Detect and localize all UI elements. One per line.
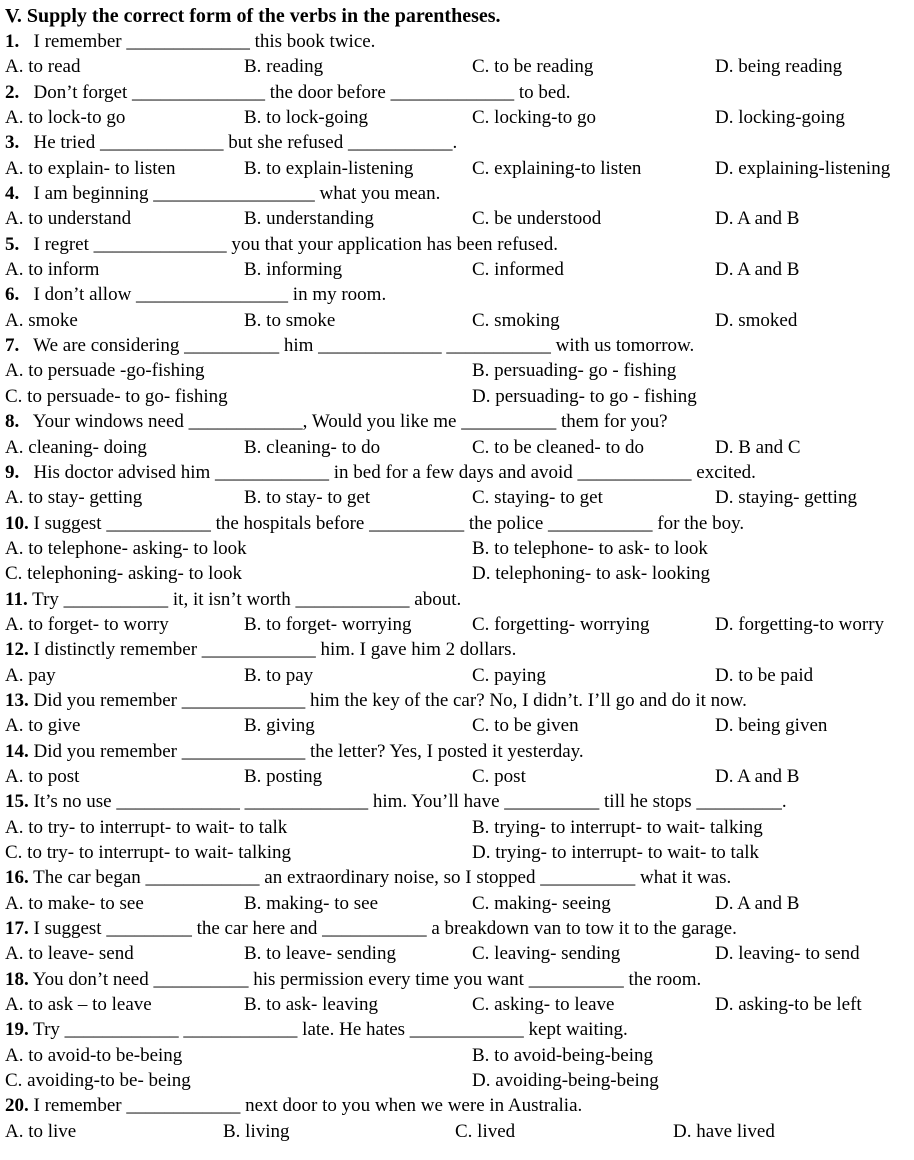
question-number: 15. <box>5 791 29 813</box>
question-number: 1. <box>5 31 20 52</box>
answer-option[interactable]: D. asking-to be left <box>715 994 862 1016</box>
question-list <box>5 29 914 1144</box>
question-number: 20. <box>5 1095 29 1117</box>
answer-option[interactable]: C. to be given <box>472 715 579 737</box>
question-number: 18. <box>5 968 29 990</box>
question-text: It’s no use _____________ _____________ him. You’ll have __________ till he stops _________. <box>33 791 787 813</box>
question-text: I don’t allow ________________ in my room. <box>33 284 387 306</box>
answer-option[interactable]: C. to be cleaned- to do <box>472 436 645 458</box>
answer-option[interactable]: C. leaving- sending <box>472 943 621 965</box>
question-stem <box>5 511 914 536</box>
question-stem <box>5 1093 914 1118</box>
question-number: 6. <box>5 284 20 306</box>
options-row <box>5 891 914 916</box>
options-row <box>5 308 914 333</box>
answer-option[interactable]: A. to ask – to leave <box>5 994 152 1016</box>
answer-option[interactable]: A. to stay- getting <box>5 487 143 509</box>
question-number: 5. <box>5 233 20 255</box>
answer-option[interactable]: D. telephoning- to ask- looking <box>472 563 710 585</box>
question-stem <box>5 409 914 434</box>
options-row <box>5 561 914 586</box>
options-row <box>5 815 914 840</box>
answer-option[interactable]: D. A and B <box>715 259 800 281</box>
answer-option[interactable]: B. to stay- to get <box>244 487 371 509</box>
options-row <box>5 612 914 637</box>
answer-option[interactable]: D. locking-going <box>715 107 845 129</box>
options-row <box>5 358 914 383</box>
options-row <box>5 54 914 79</box>
options-row <box>5 384 914 409</box>
answer-option[interactable]: B. cleaning- to do <box>244 436 381 458</box>
question-spacer <box>19 335 33 356</box>
answer-option[interactable]: B. to explain-listening <box>244 157 414 179</box>
answer-option[interactable]: B. to smoke <box>244 309 336 331</box>
question-number: 11. <box>5 588 28 610</box>
question-spacer <box>19 183 33 204</box>
answer-option[interactable]: A. to avoid-to be-being <box>5 1044 183 1066</box>
question-stem <box>5 789 914 814</box>
answer-option[interactable]: C. telephoning- asking- to look <box>5 563 242 585</box>
answer-option[interactable]: A. smoke <box>5 309 78 331</box>
options-row <box>5 941 914 966</box>
question-spacer <box>19 462 33 483</box>
answer-option[interactable]: A. to leave- send <box>5 943 134 965</box>
question-stem <box>5 916 914 941</box>
answer-option[interactable]: B. trying- to interrupt- to wait- talking <box>472 816 763 838</box>
answer-option[interactable]: A. to understand <box>5 208 132 230</box>
question-stem <box>5 967 914 992</box>
answer-option[interactable]: B. to telephone- to ask- to look <box>472 537 708 559</box>
options-row <box>5 435 914 460</box>
options-row <box>5 105 914 130</box>
question-text: Don’t forget ______________ the door before _____________ to bed. <box>33 81 571 103</box>
answer-option[interactable]: C. to try- to interrupt- to wait- talking <box>5 842 292 863</box>
question-number: 14. <box>5 740 29 762</box>
question-stem <box>5 130 914 155</box>
question-text: Your windows need ____________, Would you like me __________ them for you? <box>32 411 668 433</box>
answer-option[interactable]: A. to live <box>5 1120 77 1142</box>
answer-option[interactable]: D. to be paid <box>715 664 814 686</box>
question-spacer <box>19 132 33 153</box>
options-row <box>5 1119 914 1144</box>
answer-option[interactable]: D. explaining-listening <box>715 157 891 179</box>
question-number: 10. <box>5 512 29 534</box>
question-stem <box>5 865 914 890</box>
answer-option[interactable]: A. to explain- to listen <box>5 157 176 179</box>
answer-option[interactable]: D. being reading <box>715 56 843 78</box>
question-stem <box>5 282 914 307</box>
answer-option[interactable]: A. to make- to see <box>5 892 144 914</box>
answer-option[interactable]: B. reading <box>244 56 324 78</box>
answer-option[interactable]: C. paying <box>472 664 546 686</box>
question-text: His doctor advised him ____________ in bed for a few days and avoid ____________ excited. <box>33 461 756 483</box>
question-text: Did you remember _____________ the letter? Yes, I posted it yesterday. <box>33 740 584 762</box>
question-spacer <box>19 82 33 103</box>
answer-option[interactable]: C. to be reading <box>472 56 594 78</box>
answer-option[interactable]: C. avoiding-to be- being <box>5 1070 191 1092</box>
question-stem <box>5 232 914 257</box>
answer-option[interactable]: A. to inform <box>5 259 100 281</box>
options-row <box>5 992 914 1017</box>
answer-option[interactable]: A. to try- to interrupt- to wait- to talk <box>5 816 288 838</box>
answer-option[interactable]: A. to read <box>5 56 81 78</box>
answer-option[interactable]: A. to telephone- asking- to look <box>5 537 247 559</box>
question-stem <box>5 80 914 105</box>
answer-option[interactable]: D. B and C <box>715 436 801 458</box>
answer-option[interactable]: A. pay <box>5 664 56 686</box>
question-number: 7. <box>5 335 20 357</box>
answer-option[interactable]: B. making- to see <box>244 892 379 914</box>
question-stem <box>5 1017 914 1042</box>
answer-option[interactable]: B. posting <box>244 765 323 787</box>
options-row <box>5 257 914 282</box>
question-text: Try ___________ it, it isn’t worth ____________ about. <box>32 588 462 610</box>
question-spacer <box>19 411 33 432</box>
question-text: I remember _____________ this book twice. <box>33 31 376 52</box>
question-text: The car began ____________ an extraordinary noise, so I stopped __________ what it was. <box>33 867 732 889</box>
question-text: Did you remember _____________ him the key of the car? No, I didn’t. I’ll go and do it now. <box>33 689 747 711</box>
question-stem <box>5 460 914 485</box>
question-text: I suggest _________ the car here and ___________ a breakdown van to tow it to the garage. <box>33 918 737 940</box>
answer-option[interactable]: A. to post <box>5 765 80 787</box>
question-text: You don’t need __________ his permission every time you want __________ the room. <box>32 968 702 990</box>
answer-option[interactable]: C. locking-to go <box>472 107 597 129</box>
answer-option[interactable]: D. being given <box>715 715 828 737</box>
question-number: 9. <box>5 461 20 483</box>
options-row <box>5 713 914 738</box>
answer-option[interactable]: B. to ask- leaving <box>244 994 379 1016</box>
question-text: I am beginning _________________ what you mean. <box>33 183 441 205</box>
answer-option[interactable]: A. to lock-to go <box>5 107 126 129</box>
answer-option[interactable]: C. post <box>472 765 526 787</box>
answer-option[interactable]: D. persuading- to go - fishing <box>472 385 697 407</box>
answer-option[interactable]: A. to give <box>5 715 81 737</box>
answer-option[interactable]: D. trying- to interrupt- to wait- to talk <box>472 842 760 863</box>
answer-option[interactable]: D. A and B <box>715 892 800 914</box>
answer-option[interactable]: D. have lived <box>673 1120 775 1142</box>
question-spacer <box>19 234 33 255</box>
options-row <box>5 663 914 688</box>
question-text: He tried _____________ but she refused ___________. <box>33 132 458 154</box>
answer-option[interactable]: B. informing <box>244 259 343 281</box>
question-stem <box>5 688 914 713</box>
answer-option[interactable]: C. smoking <box>472 309 560 331</box>
answer-option[interactable]: A. to forget- to worry <box>5 613 169 635</box>
question-text: I suggest ___________ the hospitals before __________ the police ___________ for the boy. <box>33 512 745 534</box>
options-row <box>5 1043 914 1068</box>
question-spacer <box>19 31 33 52</box>
question-stem <box>5 333 914 358</box>
question-text: We are considering __________ him _____________ ___________ with us tomorrow. <box>33 335 695 357</box>
answer-option[interactable]: A. cleaning- doing <box>5 436 147 458</box>
answer-option[interactable]: B. to forget- worrying <box>244 613 412 635</box>
question-spacer <box>19 284 33 305</box>
answer-option[interactable]: D. smoked <box>715 309 798 331</box>
question-number: 4. <box>5 183 20 205</box>
question-number: 8. <box>5 411 20 433</box>
answer-option[interactable]: B. to avoid-being-being <box>472 1044 653 1066</box>
answer-option[interactable]: B. persuading- go - fishing <box>472 360 677 382</box>
answer-option[interactable]: C. to persuade- to go- fishing <box>5 385 228 407</box>
question-stem <box>5 29 914 54</box>
question-number: 2. <box>5 81 20 103</box>
options-row <box>5 485 914 510</box>
options-row <box>5 840 914 865</box>
answer-option[interactable]: B. living <box>223 1120 290 1142</box>
question-text: I remember ____________ next door to you when we were in Australia. <box>33 1095 583 1117</box>
options-row <box>5 536 914 561</box>
question-number: 19. <box>5 1019 29 1041</box>
answer-option[interactable]: D. A and B <box>715 765 800 787</box>
answer-option[interactable]: C. informed <box>472 259 564 281</box>
worksheet <box>5 4 914 1144</box>
question-number: 12. <box>5 639 29 661</box>
answer-option[interactable]: C. be understood <box>472 208 602 230</box>
options-row <box>5 156 914 181</box>
question-number: 3. <box>5 132 20 154</box>
answer-option[interactable]: D. leaving- to send <box>715 943 860 965</box>
answer-option[interactable]: B. to pay <box>244 664 314 686</box>
answer-option[interactable]: C. explaining-to listen <box>472 157 642 179</box>
answer-option[interactable]: B. to lock-going <box>244 107 369 129</box>
question-text: I distinctly remember ____________ him. I gave him 2 dollars. <box>33 639 517 661</box>
section-title: V. Supply the correct form of the verbs in the parentheses. <box>5 5 501 27</box>
options-row <box>5 206 914 231</box>
answer-option[interactable]: C. staying- to get <box>472 487 603 509</box>
question-stem <box>5 181 914 206</box>
answer-option[interactable]: C. making- seeing <box>472 892 611 914</box>
question-stem <box>5 637 914 662</box>
options-row <box>5 764 914 789</box>
question-number: 17. <box>5 918 29 940</box>
answer-option[interactable]: D. forgetting-to worry <box>715 613 885 635</box>
answer-option[interactable]: B. to leave- sending <box>244 943 396 965</box>
answer-option[interactable]: B. understanding <box>244 208 374 230</box>
answer-option[interactable]: D. A and B <box>715 208 800 230</box>
question-text: I regret ______________ you that your application has been refused. <box>33 233 558 255</box>
answer-option[interactable]: D. avoiding-being-being <box>472 1070 659 1092</box>
answer-option[interactable]: C. lived <box>455 1120 516 1142</box>
question-stem <box>5 739 914 764</box>
answer-option[interactable]: A. to persuade -go-fishing <box>5 360 205 382</box>
question-text: Try ____________ ____________ late. He hates ____________ kept waiting. <box>33 1019 628 1041</box>
question-stem <box>5 587 914 612</box>
answer-option[interactable]: C. asking- to leave <box>472 994 615 1016</box>
answer-option[interactable]: D. staying- getting <box>715 487 857 509</box>
question-number: 16. <box>5 867 29 889</box>
options-row <box>5 1068 914 1093</box>
question-number: 13. <box>5 689 29 711</box>
answer-option[interactable]: B. giving <box>244 715 315 737</box>
answer-option[interactable]: C. forgetting- worrying <box>472 613 650 635</box>
